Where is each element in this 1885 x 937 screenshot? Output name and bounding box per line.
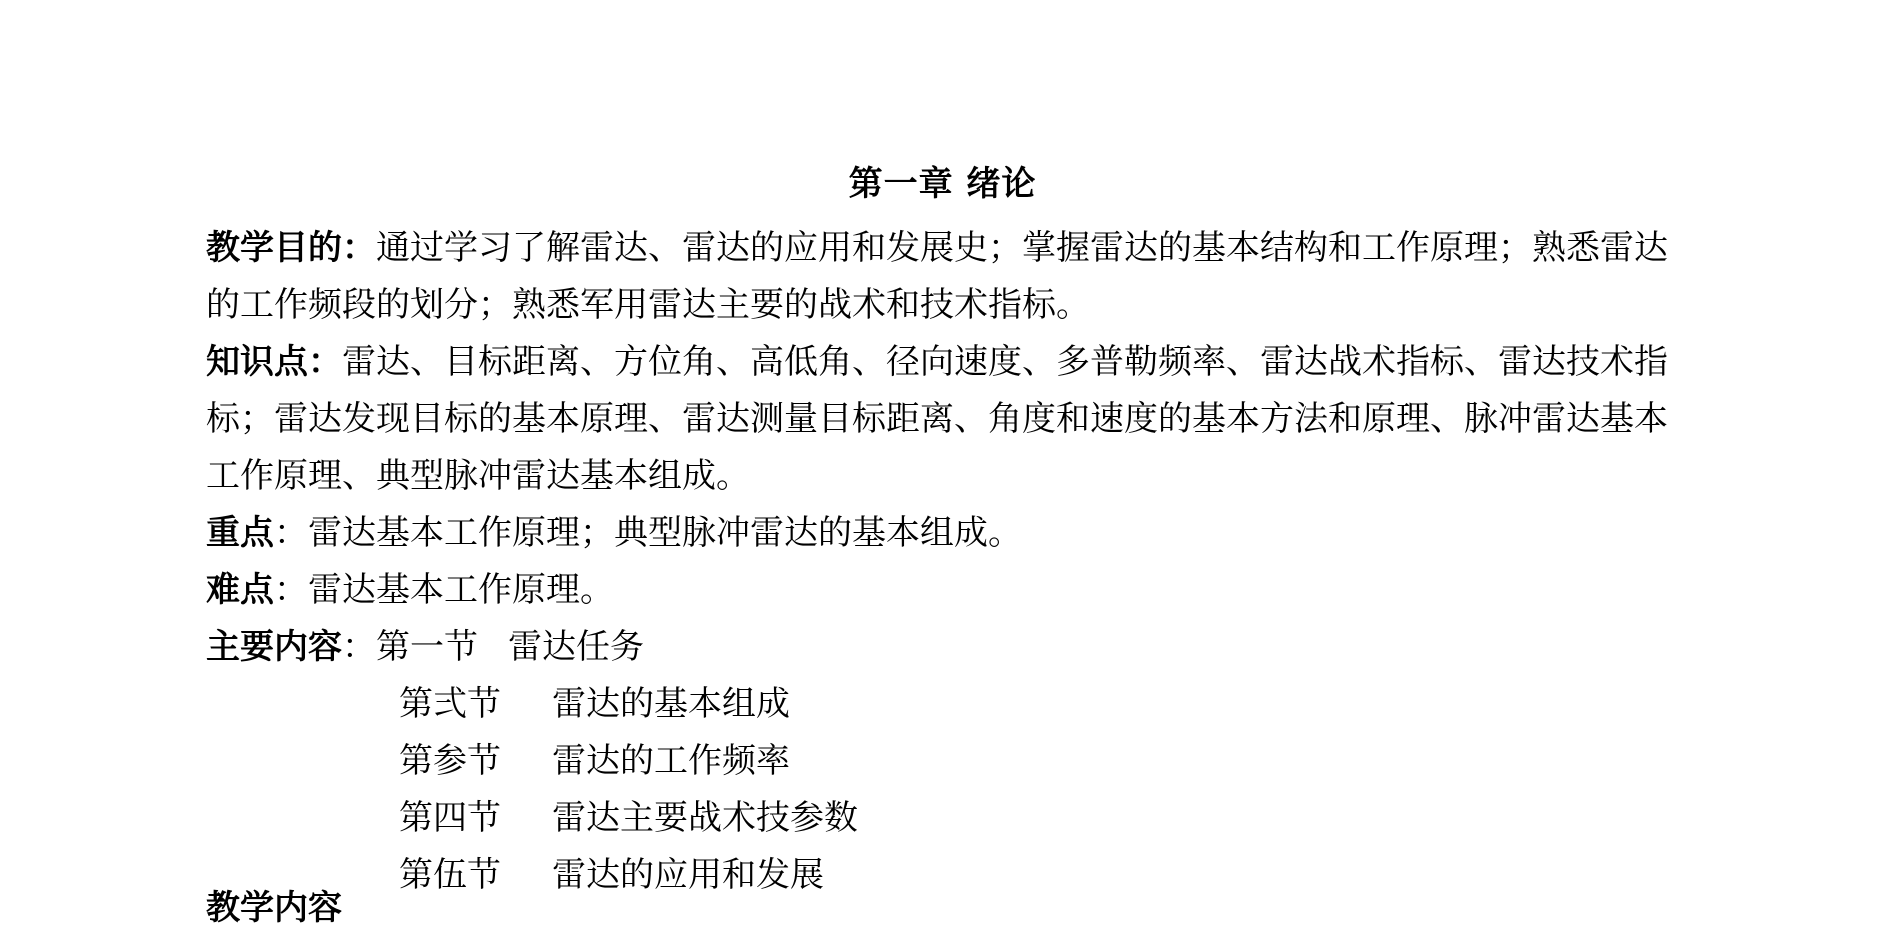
teaching-objectives-label: 教学目的： — [206, 228, 376, 268]
teaching-objectives — [206, 220, 1696, 334]
knowledge-points-text: 雷达、目标距离、方位角、高低角、径向速度、多普勒频率、雷达战术指标、雷达技术指标；雷达发现目标的基本原理、雷达测量目标距离、角度和速度的基本方法和原理、脉冲雷达基本工作原理、典型脉冲雷达基本组成。 — [206, 342, 1668, 496]
teaching-objectives-text: 通过学习了解雷达、雷达的应用和发展史；掌握雷达的基本结构和工作原理；熟悉雷达的工作频段的划分；熟悉军用雷达主要的战术和技术指标。 — [206, 228, 1668, 325]
section-title: 雷达主要战术技参数 — [552, 798, 858, 838]
outline-row — [206, 790, 1696, 847]
section-number: 第四节 — [399, 798, 501, 838]
section-number: 第参节 — [399, 741, 501, 781]
knowledge-points — [206, 334, 1696, 505]
outline-row — [206, 676, 1696, 733]
section-number: 第一节 — [376, 627, 478, 667]
difficulties — [206, 562, 1696, 619]
key-points-label: 重点 — [206, 513, 274, 553]
outline-row — [206, 619, 1696, 676]
difficulties-label: 难点 — [206, 570, 274, 610]
main-content-colon: ： — [342, 627, 376, 667]
outline-row — [206, 733, 1696, 790]
knowledge-points-label: 知识点： — [206, 342, 342, 382]
section-number: 第伍节 — [399, 855, 501, 895]
key-points — [206, 505, 1696, 562]
next-heading-partial: 教学内容 — [206, 888, 342, 928]
difficulties-text: ：雷达基本工作原理。 — [274, 570, 614, 610]
main-content-label: 主要内容 — [206, 627, 342, 667]
section-title: 雷达任务 — [508, 627, 644, 667]
chapter-title: 第一章 绪论 — [848, 164, 1037, 204]
section-title: 雷达的工作频率 — [552, 741, 790, 781]
section-number: 第弍节 — [399, 684, 501, 724]
section-title: 雷达的基本组成 — [552, 684, 790, 724]
section-title: 雷达的应用和发展 — [552, 855, 824, 895]
key-points-text: ：雷达基本工作原理；典型脉冲雷达的基本组成。 — [274, 513, 1022, 553]
